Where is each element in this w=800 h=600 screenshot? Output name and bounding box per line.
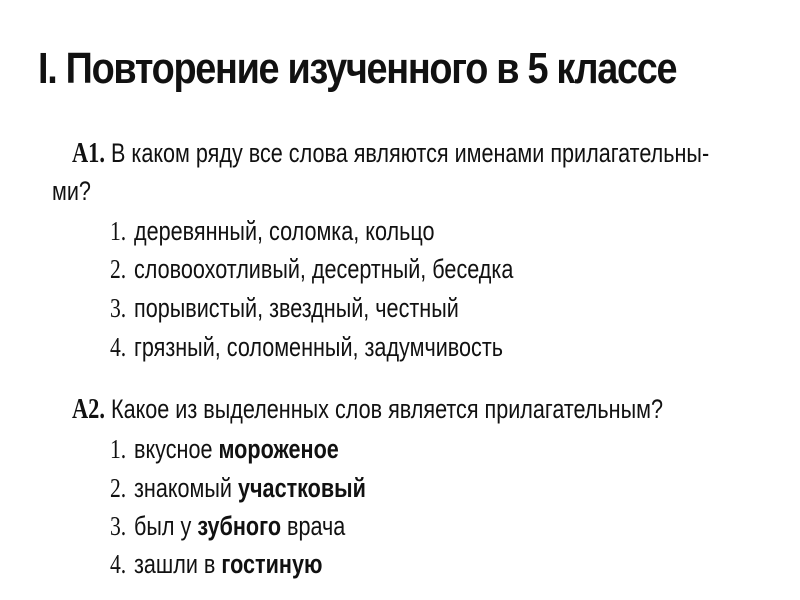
a1-option-2 (110, 254, 513, 285)
option-number: 1. (110, 216, 127, 246)
option-number: 3. (110, 511, 127, 541)
a1-option-3 (110, 293, 459, 324)
option-text: был у (134, 511, 198, 541)
a1-option-1 (110, 216, 434, 247)
a2-option-1 (110, 434, 339, 465)
option-number: 4. (110, 332, 127, 362)
option-text: знакомый (134, 473, 238, 503)
question-a2-line (72, 394, 663, 426)
option-number: 2. (110, 254, 127, 284)
question-a2-number: А2. (72, 394, 105, 425)
option-text: деревянный, соломка, кольцо (134, 216, 435, 246)
option-text: словоохотливый, десертный, беседка (134, 254, 514, 284)
option-number: 2. (110, 473, 127, 503)
option-text: зашли в (134, 549, 222, 579)
section-title: I. Повторение изученного в 5 классе (38, 44, 677, 93)
a2-option-4 (110, 549, 322, 580)
question-a1-text: В каком ряду все слова являются именами прилагательны- (104, 138, 710, 168)
option-highlighted-word: гостиную (221, 549, 323, 579)
option-highlighted-word: участковый (238, 473, 366, 503)
option-text: грязный, соломенный, задумчивость (134, 332, 503, 362)
a1-option-4 (110, 332, 503, 363)
option-text-after: врача (281, 511, 346, 541)
option-number: 4. (110, 549, 127, 579)
question-a1-number: А1. (72, 138, 105, 169)
question-a1-line1 (72, 138, 709, 170)
question-a1-line2: ми? (52, 176, 91, 206)
a2-option-2 (110, 473, 366, 504)
option-highlighted-word: мороженое (218, 434, 339, 464)
option-number: 3. (110, 293, 127, 323)
option-highlighted-word: зубного (197, 511, 282, 541)
option-text: порывистый, звездный, честный (134, 293, 459, 323)
a2-option-3 (110, 511, 345, 542)
option-text: вкусное (134, 434, 219, 464)
option-number: 1. (110, 434, 127, 464)
question-a2-text: Какое из выделенных слов является прилагательным? (104, 394, 663, 424)
